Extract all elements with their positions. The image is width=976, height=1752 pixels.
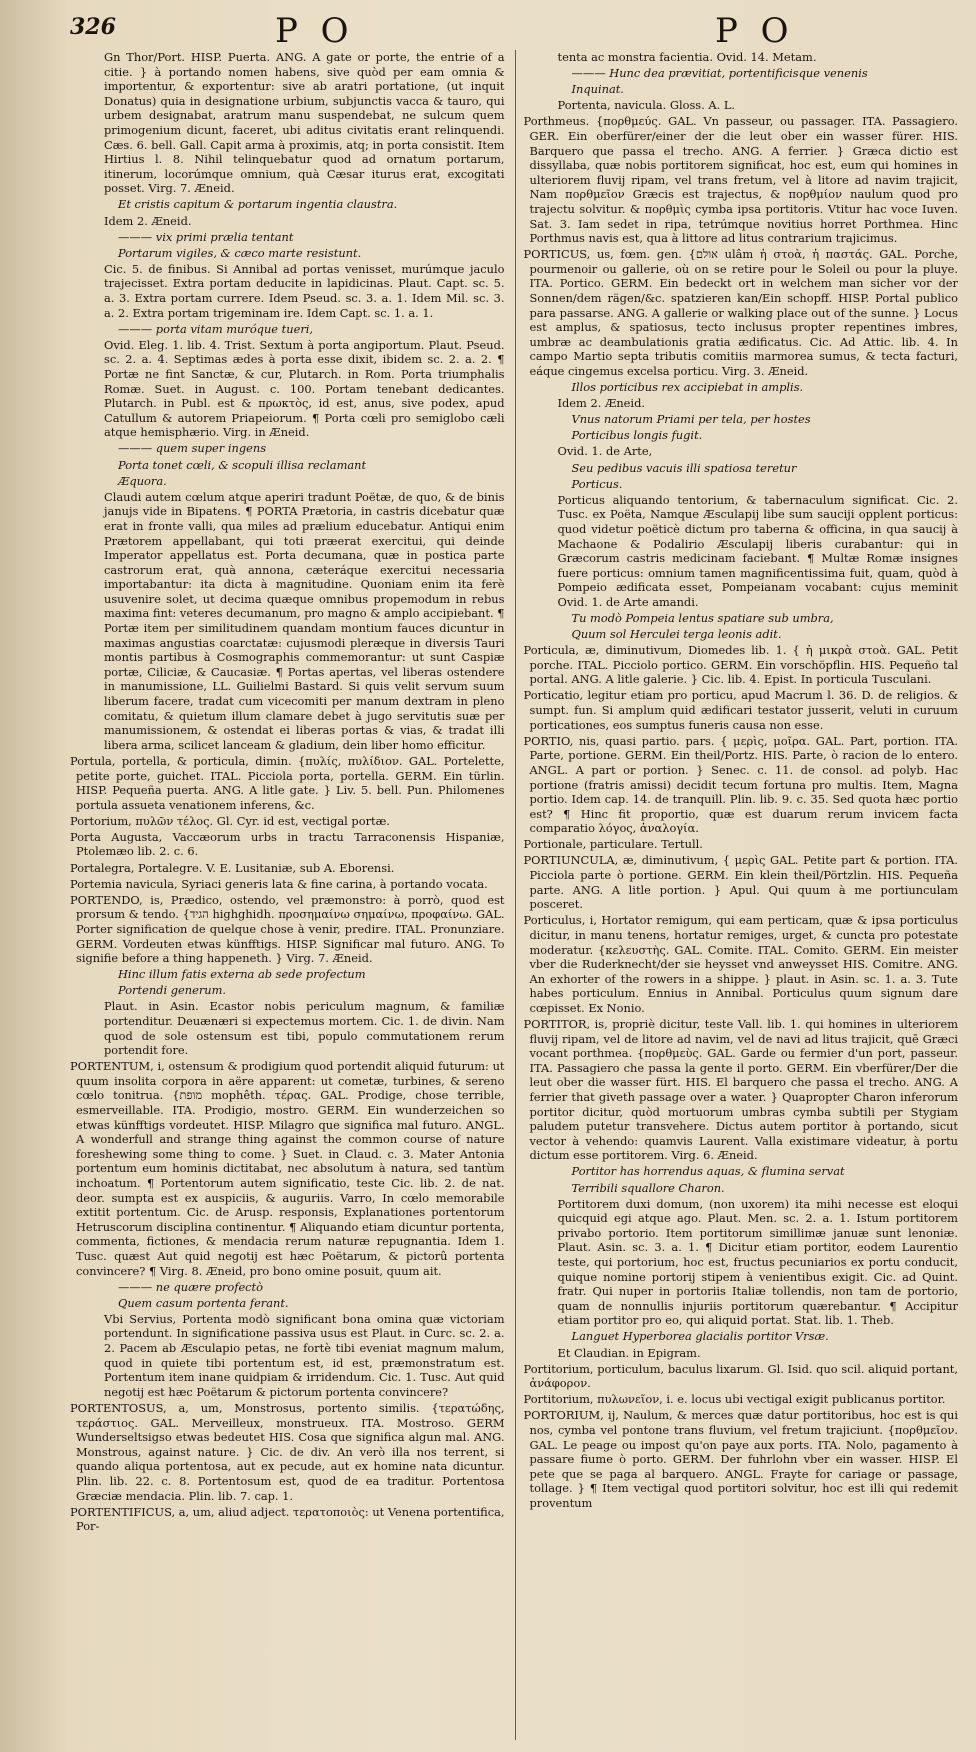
verse-quotation: ——— quem super ingens — [118, 441, 267, 456]
entry-continuation: Porticus aliquando tentorium, & tabernaculum significat. Cic. 2. Tusc. ex Poëta, Namque Æsculapij libe sum sauciji opplent porticus: quod videtur poëticè dictum pro taberna & officina, in qua saucij à Machaone & Podalirio Æsculapij liberis curabantur: qui in Græcorum castris medicinam faciebant. ¶ Multæ Romæ insignes fuere porticus: omnium tamen magnificentissima fuit, quam, quòd à Pompeio ædificata esset, Pompeianam vocabant: cujus meminit Ovid. 1. de Arte amandi. — [557, 492, 958, 609]
entry-continuation: Cic. 5. de finibus. Si Annibal ad portas venisset, murúmque jaculo trajecisset. Extra portam deducite in lapidicinas. Plaut. Capt. sc. 5. a. 3. Extra portam currere. Idem Pseud. sc. 3. a. 1. Idem Mil. sc. 3. a. 2. Extra portam trigeminam ire. Idem Capt. sc. 1. a. 1. — [104, 261, 505, 320]
left-column — [70, 50, 505, 1740]
running-head-right: P O — [715, 11, 795, 51]
dictionary-entry: PORTIUNCULA, æ, diminutivum, { μερὶς GAL. Petite part & portion. ITA. Picciola parte ò portione. GERM. Ein klein theil/Pörtzlin. HIS. Pequeña parte. ANG. A litle portion. } Apul. Qui quum à me portiunculam posceret. — [523, 853, 958, 912]
verse-quotation: Et cristis capitum & portarum ingentia claustra. — [118, 197, 398, 212]
dictionary-entry: PORTENTOSUS, a, um, Monstrosus, portento similis. {τερατώδης, τεράστιος. GAL. Merveilleux, monstrueux. ITA. Mostroso. GERM Wunderseltsigso etwas bedeutet HIS. Cosa que significa algun mal. ANG. Monstrous, against nature. } Cic. de div. An verò illa nos terrent, si quando aliqua portentosa, aut ex pecude, aut ex homine nata dicuntur. Plin. lib. 22. c. 8. Portentosum est, quod de ea traditur. Portentosa Græciæ mendacia. Plin. lib. 7. cap. 1. — [70, 1400, 505, 1503]
dictionary-entry: Porthmeus. {πορθμεύς. GAL. Vn passeur, ou passager. ITA. Passagiero. GER. Ein oberfürer/einer der die leut ober ein wasser fürer. HIS. Barquero que passa el trecho. ANG. A ferrier. } Græca dictio est dissyllaba, quæ nobis portitorem significat, hoc est, eum qui homines in ulteriorem fluvij ripam, vel trans fretum, vel à litore ad navim trajicit, Nam πορθμεῖον Græcis est trajectus, & πορθμίον naulum quod pro trajectu solvitur. & πορθμὶς cymba ipsa portitoris. Vtitur hac voce Iuven. Sat. 3. Iam sedet in ripa, tetrúmque novitius horret Porthmea. Hinc Porthmus navis est, qua à littore ad litus contrarium trajicimus. — [523, 114, 958, 246]
verse-quotation: Porticus. — [571, 476, 623, 491]
verse-quotation: Tu modò Pompeia lentus spatiare sub umbra, — [571, 610, 834, 625]
verse-quotation: Terribili squallore Charon. — [571, 1180, 725, 1195]
entry-continuation: Portenta, navicula. Gloss. A. L. — [557, 98, 736, 113]
dictionary-entry: Portitorium, porticulum, baculus lixarum. Gl. Isid. quo scil. aliquid portant, ἀνάφορον. — [523, 1361, 958, 1391]
text-columns — [70, 50, 958, 1740]
entry-continuation: Ovid. Eleg. 1. lib. 4. Trist. Sextum à porta angiportum. Plaut. Pseud. sc. 2. a. 4. Septimas ædes à porta esse dixit, ibidem sc. 2. a. 2. ¶ Portæ ne fint Sanctæ, & cur, Plutarch. in Rom. Porta triumphalis Romæ. Suet. in August. c. 100. Portam tenebant dedicantes. Plutarch. in Publ. est & πρωκτὸς, id est, anus, sive podex, apud Catullum & autorem Priapeiorum. ¶ Porta cœli pro semiglobo cæli atque hemisphærio. Virg. in Æneid. — [104, 337, 505, 440]
entry-continuation: Vbi Servius, Portenta modò significant bona omina quæ victoriam portendunt. In significatione passiva usus est Plaut. in Curc. sc. 2. a. 2. Pacem ab Æsculapio petas, ne fortè tibi eveniat magnum malum, quod in quiete tibi portentum est, id est, præmonstratum est. Portentum item inane quidpiam & irridendum. Cic. 1. Tusc. Aut quid negotij est hæc Poëtarum & pictorum portenta convincere? — [104, 1311, 505, 1399]
dictionary-entry: Portitorium, πυλωνεῖον, i. e. locus ubi vectigal exigit publicanus portitor. — [523, 1392, 946, 1407]
dictionary-entry: PORTICUS, us, fœm. gen. {אולם ulâm ἡ στοὰ, ἡ παστάς. GAL. Porche, pourmenoir ou gallerie, où on se retire pour le Soleil ou pour la pluye. ITA. Portico. GERM. Ein bedeckt ort in welchem man sicher vor der Sonnen/dem rägen/&c. spatzieren kan/Ein schopff. HISP. Portal publico para passarse. ANG. A gallerie or walking place out of the sunne. } Locus est amplus, & spatiosus, tecto inclusus propter repentines imbres, umbræ ac deambulationis gratia ædificatus. Cic. Ad Attic. lib. 4. In campo Martio septa tributis comitiis marmorea sumus, & tecta facturi, eáque cingemus excelsa porticu. Virg. 3. Æneid. — [523, 247, 958, 378]
entry-continuation: Gn Thor/Port. HISP. Puerta. ANG. A gate or porte, the entrie of a citie. } à portando nomen habens, sive quòd per eam omnia & importentur, & exportentur: sive ab aratri portatione, (ut inquit Donatus) quia in designatione urbium, subjunctis vacca & tauro, qui urbem designabat, aratrum manu suspendebat, ne sulcum quem primogenium dicunt, faceret, ubi aditus civitatis erant relinquendi. Cæs. 6. bell. Gall. Capit arma à proximis, atq; in porta consistit. Item Hirtius l. 8. Nihil telinquebatur quod ad ornatum portarum, itinerum, locorúmque omnium, quà Cæsar iturus erat, excogitati posset. Virg. 7. Æneid. — [104, 50, 505, 196]
verse-quotation: ——— Hunc dea prævitiat, portentificisque venenis — [571, 66, 868, 81]
verse-quotation: Hinc illum fatis externa ab sede profectum — [118, 967, 366, 982]
dictionary-entry: PORTIO, nis, quasi partio. pars. { μερὶς, μοῖρα. GAL. Part, portion. ITA. Parte, portione. GERM. Ein theil/Portz. HIS. Parte, ò racion de lo entero. ANGL. A part or portion. } Senec. c. 11. de consol. ad polyb. Hac portione (fratris amissi) decidit tecum fortuna pro multis. Item, Magna portio. Idem cap. 14. de tranquill. Plin. lib. 9. c. 35. Sed quota hæc portio est? ¶ Hinc fit proportio, quæ est duarum rerum invicem facta comparatio λόγος, ἀναλογία. — [523, 733, 958, 836]
dictionary-entry: PORTORIUM, ij, Naulum, & merces quæ datur portitoribus, hoc est is qui nos, cymba vel pontone trans fluvium, vel fretum trajiciunt. {πορθμεῖον. GAL. Le peage ou impost qu'on paye aux ports. ITA. Nolo, pagamento à passare fiume ò porto. GERM. Der fuhrlohn vber ein wasser. HISP. El pete que se paga al barquero. ANGL. Frayte for cariage or passage, tollage. } ¶ Item vectigal quod portitori solvitur, hoc est illi qui redemit proventum — [523, 1408, 958, 1510]
verse-quotation: ——— porta vitam muróque tueri, — [118, 321, 314, 336]
dictionary-entry: Portula, portella, & porticula, dimin. {πυλίς, πυλίδιον. GAL. Portelette, petite porte, guichet. ITAL. Picciola porta, portella. GERM. Ein türlin. HISP. Pequeña puerta. ANG. A litle gate. } Liv. 5. bell. Pun. Philomenes portula assueta venationem inferens, &c. — [70, 753, 505, 812]
verse-quotation: Quem casum portenta ferant. — [118, 1295, 289, 1310]
dictionary-entry: PORTITOR, is, propriè dicitur, teste Vall. lib. 1. qui homines in ulteriorem fluvij ripam, vel de litore ad navim, vel de navi ad litus trajicit, quē Græci vocant porthmea. {πορθμεὺς. GAL. Garde ou fermier d'un port, passeur. ITA. Passagiero che passa la gente il porto. GERM. Ein vberfürer/Der die leut ober die wasser fürt. HIS. El barquero che passa el trecho. ANG. A ferrier that giveth passage over a water. } Quapropter Charon inferorum portitor dicitur, quòd mortuorum umbras cymba subtili per Stygiam paludem putetur transvehere. Dictus autem portitor à portando, sicut vector à vehendo: quamvis Laurent. Valla existimare videatur, à portu dictum esse portitorem. Virg. 6. Æneid. — [523, 1017, 958, 1163]
dictionary-entry: PORTENTUM, i, ostensum & prodigium quod portendit aliquid futurum: ut quum insolita corpora in aëre apparent: ut cometæ, turbines, & sereno cœlo tonitrua. {מופת mophêth. τέρας. GAL. Prodige, chose terrible, esmerveillable. ITA. Prodigio, mostro. GERM. Ein wunderzeichen so etwas künfftigs vordeutet. HISP. Milagro que significa mal futuro. ANGL. A wonderfull and strange thing against the common course of nature foreshewing some thing to come. } Suet. in Claud. c. 3. Mater Antonia portentum eum hominis dictitabat, nec absolutum à natura, sed tantùm inchoatum. ¶ Portentorum autem significatio, teste Cic. lib. 2. de nat. deor. sumpta est ex auspiciis, & auguriis. Varro, In cœlo memorabile extitit portentum. Cic. de Arusp. responsis, Explanationes portentorum Hetruscorum disciplina continentur. ¶ Aliquando etiam dicuntur portenta, commenta, fictiones, & mendacia rerum naturæ repugnantia. Idem 1. Tusc. quæst Aut quid negotij est hæc Poëtarum, & pictorû portenta convincere? ¶ Virg. 8. Æneid, pro bono omine posuit, quum ait. — [70, 1059, 505, 1278]
entry-continuation: Ovid. 1. de Arte, — [557, 444, 653, 459]
entry-continuation: Plaut. in Asin. Ecastor nobis periculum magnum, & familiæ portenditur. Deuænæri si expectemus mortem. Cic. 1. de divin. Nam quod de sole ostensum est tibi, populo commutationem rerum portendit fore. — [104, 999, 505, 1058]
verse-quotation: Æquora. — [118, 473, 167, 488]
verse-quotation: Quum sol Herculei terga leonis adit. — [571, 627, 782, 642]
entry-continuation: Idem 2. Æneid. — [104, 213, 192, 228]
verse-quotation: Seu pedibus vacuis illi spatiosa teretur — [571, 460, 797, 475]
verse-quotation: Inquinat. — [571, 82, 624, 97]
entry-continuation: Et Claudian. in Epigram. — [557, 1345, 701, 1360]
entry-continuation: Claudi autem cœlum atque aperiri tradunt Poëtæ, de quo, & de binis janujs vide in Bipatens. ¶ PORTA Prætoria, in castris dicebatur quæ erat in fronte valli, qua miles ad prælium educebatur. Antiqui enim Prætorem appellabant, qui toti præerat exercitui, qui deinde Imperator appellatus est. Porta decumana, quæ in postica parte castrorum erat, quà annona, cæteráque exercitui necessaria importabantur: ita dicta à magnitudine. Quoniam enim ita ferè usuvenire solet, ut decima quæque omnibus propemodum in rebus maxima fint: veteres decumanum, pro magno & amplo accipiebant. ¶ Portæ item per similitudinem quandam montium fauces dicuntur in maximas angustias coarctatæ: cujusmodi pleræque in diversis Tauri montis partibus à Cosmographis commemorantur: ut sunt Caspiæ portæ, Ciliciæ, & Caucasiæ. ¶ Portas apertas, vel liberas ostendere in manumissione, LL. Guilielmi Bastard. Si quis velit servum suum liberum facere, tradat cum vicecomiti per manum dextram in pleno comitatu, & quietum illum clamare debet à jugo servitutis suæ per manumissionem, & ostendat ei liberas portas & vias, & tradat illi libera arma, scilicet lanceam & gladium, dein liber homo efficitur. — [104, 489, 505, 752]
right-column — [515, 50, 959, 1740]
running-head-left: P O — [275, 11, 355, 51]
verse-quotation: Vnus natorum Priami per tela, per hostes — [571, 412, 811, 427]
dictionary-entry: Porticatio, legitur etiam pro porticu, apud Macrum l. 36. D. de religios. & sumpt. fun. Si amplum quid ædificari testator jusserit, veluti in curuum porticationes, eos sumptus funeris causa non esse. — [523, 688, 958, 732]
dictionary-entry: Portionale, particulare. Tertull. — [523, 837, 703, 852]
dictionary-entry: Porticula, æ, diminutivum, Diomedes lib. 1. { ἡ μικρὰ στοὰ. GAL. Petit porche. ITAL. Picciolo portico. GERM. Ein vorschöpflin. HIS. Pequeño tal portal. ANG. A litle galerie. } Cic. lib. 4. Epist. In porticula Tusculani. — [523, 643, 958, 687]
dictionary-entry: Portalegra, Portalegre. V. E. Lusitaniæ, sub A. Eborensi. — [70, 860, 395, 875]
entry-continuation: Portitorem duxi domum, (non uxorem) ita mihi necesse est eloqui quicquid egi atque ago. Plaut. Men. sc. 2. a. 1. Istum portitorem privabo portorio. Item portitorum simillimæ januæ sunt lenoniæ. Plaut. Asin. sc. 3. a. 1. ¶ Dicitur etiam portitor, eodem Laurentio teste, qui portorium, hoc est, fructus pecuniarios ex portu conducit, quique nomine portorij stipem à venientibus exigit. Cic. ad Quint. fratr. Qui nuper in portoriis Italiæ tollendis, non tam de portorio, quam de nonnullis injuriis portitorum quærebantur. ¶ Accipitur etiam portitor pro eo, qui aliquid portat. Stat. lib. 1. Theb. — [557, 1196, 958, 1328]
verse-quotation: Portarum vigiles, & cæco marte resistunt. — [118, 245, 362, 260]
dictionary-entry: Portemia navicula, Syriaci generis lata & fine carina, à portando vocata. — [70, 876, 488, 891]
verse-quotation: Portitor has horrendus aquas, & flumina servat — [571, 1164, 845, 1179]
entry-continuation: tenta ac monstra facientia. Ovid. 14. Metam. — [557, 50, 817, 64]
page-number: 326 — [70, 14, 116, 40]
dictionary-entry: PORTENDO, is, Prædico, ostendo, vel præmonstro: à porrò, quod est prorsum & tendo. {הגיד highghidh. προσημαίνω σημαίνω, προφαίνω. GAL. Porter signification de quelque chose à venir, predire. ITAL. Pronunziare. GERM. Vordeuten etwas künfftigs. HISP. Significar mal futuro. ANG. To signifie before a thing happeneth. } Virg. 7. Æneid. — [70, 892, 505, 966]
dictionary-entry: PORTENTIFICUS, a, um, aliud adject. τερατοποιὸς: ut Venena portentifica, Por- — [70, 1504, 505, 1534]
verse-quotation: ——— vix primi prælia tentant — [118, 229, 294, 244]
page-header — [70, 11, 958, 51]
verse-quotation: Portendi generum. — [118, 983, 227, 998]
verse-quotation: Porticibus longis fugit. — [571, 428, 703, 443]
verse-quotation: ——— ne quære profectò — [118, 1279, 263, 1294]
dictionary-entry: Portorium, πυλῶν τέλος. Gl. Cyr. id est, vectigal portæ. — [70, 813, 390, 828]
entry-continuation: Idem 2. Æneid. — [557, 396, 645, 411]
dictionary-entry: Porticulus, i, Hortator remigum, qui eam perticam, quæ & ipsa porticulus dicitur, in manu tenens, hortatur remiges, urget, & cuncta pro potestate moderatur. {κελευστὴς. GAL. Comite. ITAL. Comito. GERM. Ein meister vber die Ruderknecht/der sie heysset vnd anweysset HIS. Comitre. ANG. An exhorter of the rowers in a shippe. } plaut. in Asin. sc. 1. a. 3. Tute habes porticulum. Ennius in Annibal. Porticulus quum signum dare cœpisset. Ex Nonio. — [523, 913, 958, 1015]
verse-quotation: Languet Hyperborea glacialis portitor Vrsæ. — [571, 1329, 829, 1344]
dictionary-entry: Porta Augusta, Vaccæorum urbs in tractu Tarraconensis Hispaniæ, Ptolemæo lib. 2. c. 6. — [70, 829, 505, 859]
verse-quotation: Illos porticibus rex accipiebat in amplis. — [571, 380, 804, 395]
verse-quotation: Porta tonet cœli, & scopuli illisa reclamant — [118, 457, 367, 472]
